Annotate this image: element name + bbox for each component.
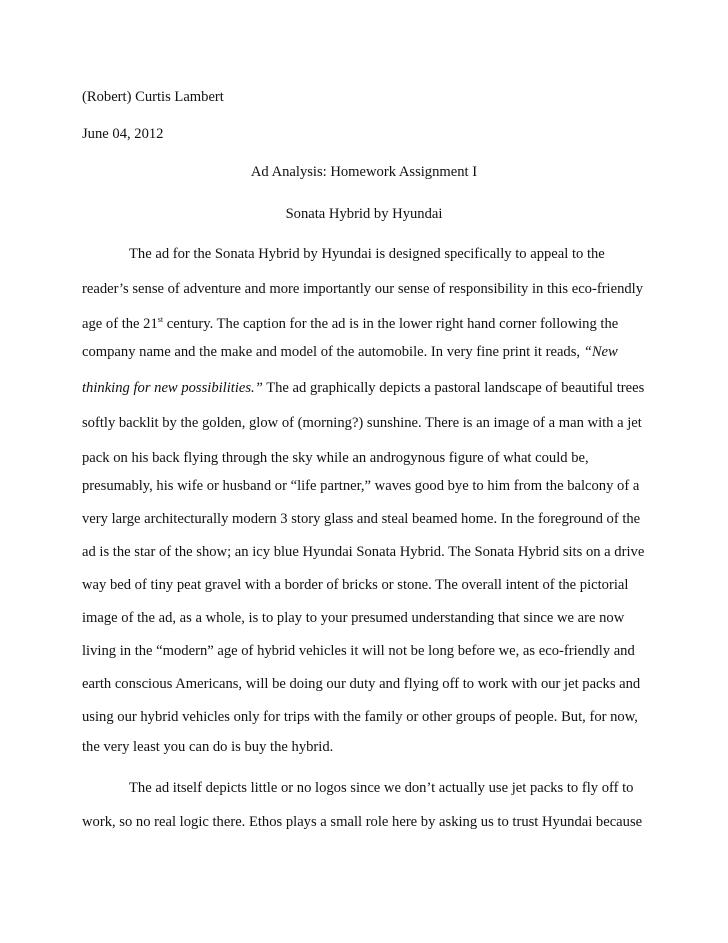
text-line (82, 379, 644, 397)
quoted-caption: “New (583, 344, 618, 360)
text-line: The ad itself depicts little or no logos since we don’t actually use jet packs to fly off to (129, 780, 634, 796)
text-line: using our hybrid vehicles only for trips with the family or other groups of people. But, for now, (82, 709, 638, 725)
text-line: image of the ad, as a whole, is to play to your presumed understanding that since we are now (82, 610, 625, 626)
text-line: living in the “modern” age of hybrid vehicles it will not be long before we, as eco-friendly and (82, 643, 635, 659)
text-line: softly backlit by the golden, glow of (morning?) sunshine. There is an image of a man with a jet (82, 415, 642, 431)
text-line: the very least you can do is buy the hybrid. (82, 739, 334, 755)
text-line: The ad for the Sonata Hybrid by Hyundai is designed specifically to appeal to the (129, 246, 605, 262)
author-name: (Robert) Curtis Lambert (82, 89, 224, 105)
text-line: work, so no real logic there. Ethos plays a small role here by asking us to trust Hyundai because (82, 814, 643, 830)
text-line: pack on his back flying through the sky while an androgynous figure of what could be, (82, 450, 589, 466)
text-line: reader’s sense of adventure and more importantly our sense of responsibility in this eco-friendly (82, 281, 644, 297)
text-line: presumably, his wife or husband or “life partner,” waves good bye to him from the balcony of a (82, 478, 640, 494)
text-line: ad is the star of the show; an icy blue Hyundai Sonata Hybrid. The Sonata Hybrid sits on a drive (82, 544, 645, 560)
document-subtitle: Sonata Hybrid by Hyundai (285, 206, 443, 222)
text-line (82, 343, 618, 361)
superscript: st (157, 315, 164, 324)
text-segment: company name and the make and model of the automobile. In very fine print it reads, (82, 344, 584, 360)
text-segment: age of the 21 (82, 316, 158, 332)
text-line (82, 315, 618, 333)
document-date: June 04, 2012 (82, 126, 164, 142)
text-segment: The ad graphically depicts a pastoral landscape of beautiful trees (262, 380, 645, 396)
text-line: earth conscious Americans, will be doing our duty and flying off to work with our jet packs and (82, 676, 641, 692)
text-line: way bed of tiny peat gravel with a border of bricks or stone. The overall intent of the pictorial (82, 577, 629, 593)
quoted-caption: thinking for new possibilities.” (82, 380, 263, 396)
document-title: Ad Analysis: Homework Assignment I (250, 164, 478, 180)
text-segment: century. The caption for the ad is in the lower right hand corner following the (163, 316, 619, 332)
text-line: very large architecturally modern 3 story glass and steal beamed home. In the foreground of the (82, 511, 641, 527)
